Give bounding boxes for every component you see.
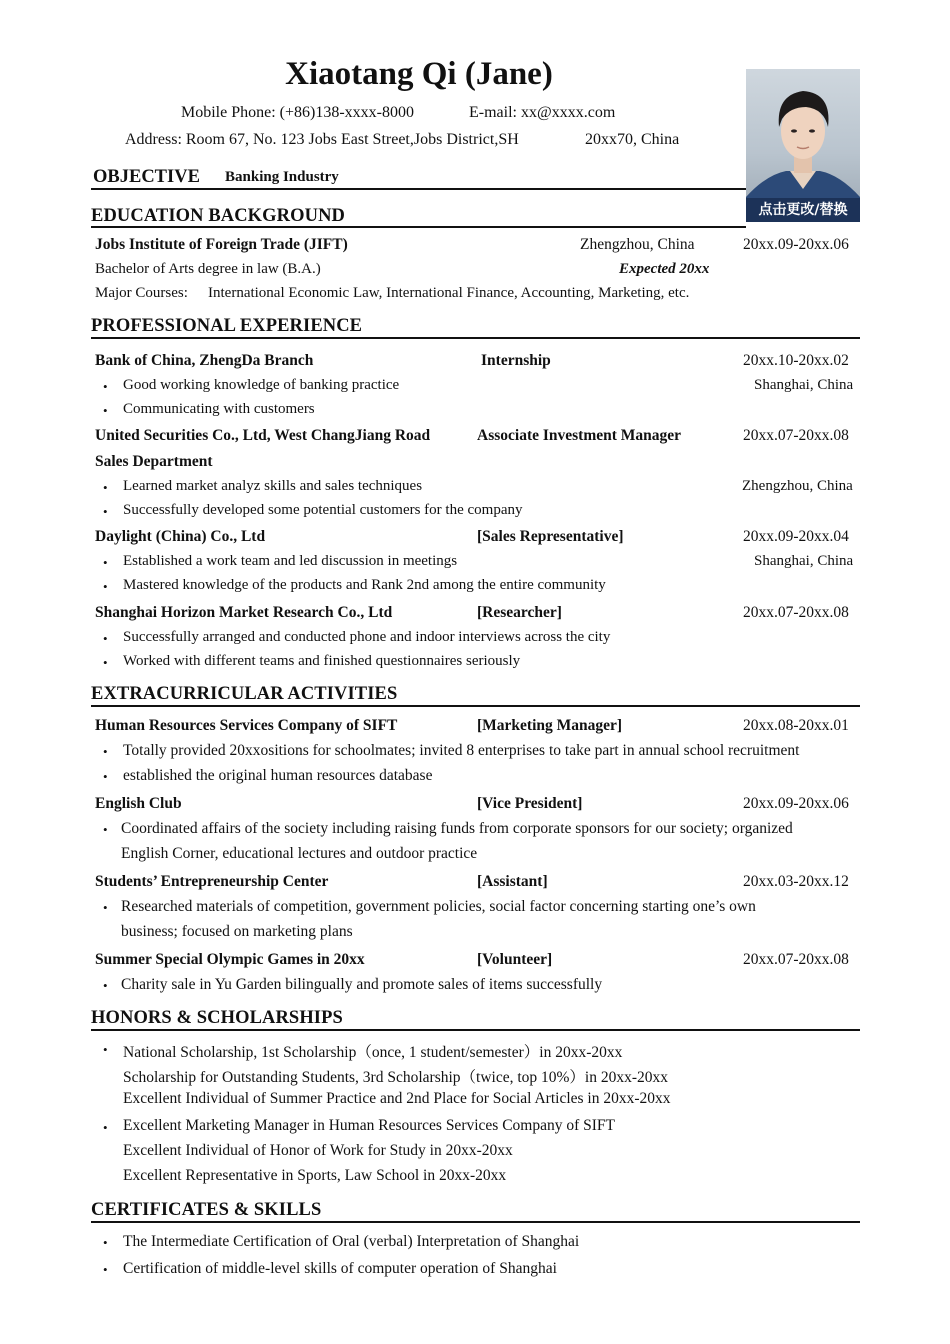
job-dates: 20xx.10-20xx.02	[743, 352, 849, 369]
bullet-icon: •	[103, 1235, 108, 1250]
honor-item: Excellent Marketing Manager in Human Resources Services Company of SIFT	[123, 1117, 616, 1134]
certificates-rule	[91, 1221, 860, 1223]
certificate-item: Certification of middle-level skills of computer operation of Shanghai	[123, 1260, 557, 1277]
profile-photo[interactable]	[746, 69, 860, 222]
bullet-icon: •	[103, 631, 108, 646]
honors-rule	[91, 1029, 860, 1031]
experience-rule	[91, 337, 860, 339]
job-bullet: Worked with different teams and finished questionnaires seriously	[123, 653, 521, 669]
job-dates: 20xx.07-20xx.08	[743, 427, 849, 444]
expected-graduation: Expected 20xx	[619, 261, 710, 277]
activity-bullet-cont: English Corner, educational lectures and outdoor practice	[121, 845, 478, 862]
job-role: Associate Investment Manager	[477, 427, 682, 444]
job-company: United Securities Co., Ltd, West ChangJiang Road	[95, 427, 431, 444]
job-location: Zhengzhou, China	[742, 478, 853, 494]
school-name: Jobs Institute of Foreign Trade (JIFT)	[95, 236, 348, 253]
activity-dates: 20xx.07-20xx.08	[743, 951, 849, 968]
bullet-icon: •	[103, 900, 108, 915]
school-location: Zhengzhou, China	[580, 236, 695, 253]
honors-title: HONORS & SCHOLARSHIPS	[91, 1008, 343, 1028]
bullet-icon: •	[103, 403, 108, 418]
school-dates: 20xx.09-20xx.06	[743, 236, 849, 253]
activity-dates: 20xx.03-20xx.12	[743, 873, 849, 890]
activity-dates: 20xx.09-20xx.06	[743, 795, 849, 812]
activity-org: Summer Special Olympic Games in 20xx	[95, 951, 365, 968]
job-dates: 20xx.09-20xx.04	[743, 528, 849, 545]
activity-bullet: Coordinated affairs of the society including raising funds from corporate sponsors for our society; organized	[121, 820, 793, 837]
bullet-icon: •	[103, 555, 108, 570]
objective-value: Banking Industry	[225, 169, 339, 185]
honor-item: Excellent Individual of Honor of Work for Study in 20xx-20xx	[123, 1142, 513, 1159]
bullet-icon: •	[103, 480, 108, 495]
activities-rule	[91, 705, 860, 707]
honor-item: National Scholarship, 1st Scholarship（once, 1 student/semester）in 20xx-20xx	[123, 1044, 623, 1061]
honor-item: Excellent Individual of Summer Practice and 2nd Place for Social Articles in 20xx-20xx	[123, 1090, 671, 1107]
job-role: Internship	[481, 352, 551, 369]
job-bullet: Mastered knowledge of the products and Rank 2nd among the entire community	[123, 577, 606, 593]
bullet-icon: •	[103, 822, 108, 837]
activity-bullet: Totally provided 20xxositions for schoolmates; invited 8 enterprises to take part in annual school recruitment	[123, 742, 800, 759]
objective-title: OBJECTIVE	[93, 167, 200, 187]
activity-bullet-cont: business; focused on marketing plans	[121, 923, 353, 940]
bullet-icon: •	[103, 769, 108, 784]
courses-list: International Economic Law, International Finance, Accounting, Marketing, etc.	[208, 285, 690, 301]
activity-dates: 20xx.08-20xx.01	[743, 717, 849, 734]
address: Address: Room 67, No. 123 Jobs East Street,Jobs District,SH	[125, 131, 519, 148]
activity-role: [Volunteer]	[477, 951, 553, 968]
honor-item: Excellent Representative in Sports, Law School in 20xx-20xx	[123, 1167, 507, 1184]
mobile-phone: Mobile Phone: (+86)138-xxxx-8000	[181, 104, 414, 121]
bullet-icon: •	[103, 978, 108, 993]
bullet-icon: •	[103, 1120, 108, 1135]
job-location: Shanghai, China	[754, 377, 854, 393]
certificates-title: CERTIFICATES & SKILLS	[91, 1200, 322, 1220]
activity-role: [Assistant]	[477, 873, 548, 890]
bullet-icon: •	[103, 379, 108, 394]
bullet-icon: •	[103, 579, 108, 594]
bullet-icon: •	[103, 1262, 108, 1277]
education-title: EDUCATION BACKGROUND	[91, 206, 345, 226]
candidate-name: Xiaotang Qi (Jane)	[285, 56, 553, 92]
job-bullet: Successfully arranged and conducted phone and indoor interviews across the city	[123, 629, 611, 645]
bullet-icon: •	[103, 1042, 108, 1057]
activity-bullet: Researched materials of competition, government policies, social factor concerning starting one’s own	[121, 898, 756, 915]
bullet-icon: •	[103, 655, 108, 670]
bullet-icon: •	[103, 504, 108, 519]
activity-bullet: Charity sale in Yu Garden bilingually and promote sales of items successfully	[121, 976, 603, 993]
activity-role: [Marketing Manager]	[477, 717, 623, 734]
education-rule-short	[91, 226, 746, 228]
postcode: 20xx70, China	[585, 131, 680, 148]
objective-rule	[91, 188, 746, 190]
bullet-icon: •	[103, 744, 108, 759]
job-location: Shanghai, China	[754, 553, 854, 569]
job-company: Daylight (China) Co., Ltd	[95, 528, 266, 545]
job-bullet: Communicating with customers	[123, 401, 315, 417]
job-bullet: Successfully developed some potential customers for the company	[123, 502, 523, 518]
job-company-line2: Sales Department	[95, 453, 213, 470]
activity-org: Students’ Entrepreneurship Center	[95, 873, 329, 890]
degree: Bachelor of Arts degree in law (B.A.)	[95, 261, 321, 277]
activity-bullet: established the original human resources database	[123, 767, 433, 784]
job-bullet: Good working knowledge of banking practice	[123, 377, 400, 393]
activities-title: EXTRACURRICULAR ACTIVITIES	[91, 684, 398, 704]
experience-title: PROFESSIONAL EXPERIENCE	[91, 316, 363, 336]
job-company: Shanghai Horizon Market Research Co., Ltd	[95, 604, 393, 621]
job-company: Bank of China, ZhengDa Branch	[95, 352, 314, 369]
job-bullet: Learned market analyz skills and sales techniques	[123, 478, 423, 494]
job-role: [Researcher]	[477, 604, 562, 621]
change-photo-label[interactable]: 点击更改/替换	[746, 198, 860, 222]
job-bullet: Established a work team and led discussion in meetings	[123, 553, 458, 569]
job-dates: 20xx.07-20xx.08	[743, 604, 849, 621]
job-role: [Sales Representative]	[477, 528, 624, 545]
certificate-item: The Intermediate Certification of Oral (verbal) Interpretation of Shanghai	[123, 1233, 580, 1250]
activity-role: [Vice President]	[477, 795, 583, 812]
activity-org: Human Resources Services Company of SIFT	[95, 717, 398, 734]
email: E-mail: xx@xxxx.com	[469, 104, 616, 121]
activity-org: English Club	[95, 795, 182, 812]
honor-item: Scholarship for Outstanding Students, 3rd Scholarship（twice, top 10%）in 20xx-20xx	[123, 1069, 669, 1086]
courses-label: Major Courses:	[95, 285, 188, 301]
